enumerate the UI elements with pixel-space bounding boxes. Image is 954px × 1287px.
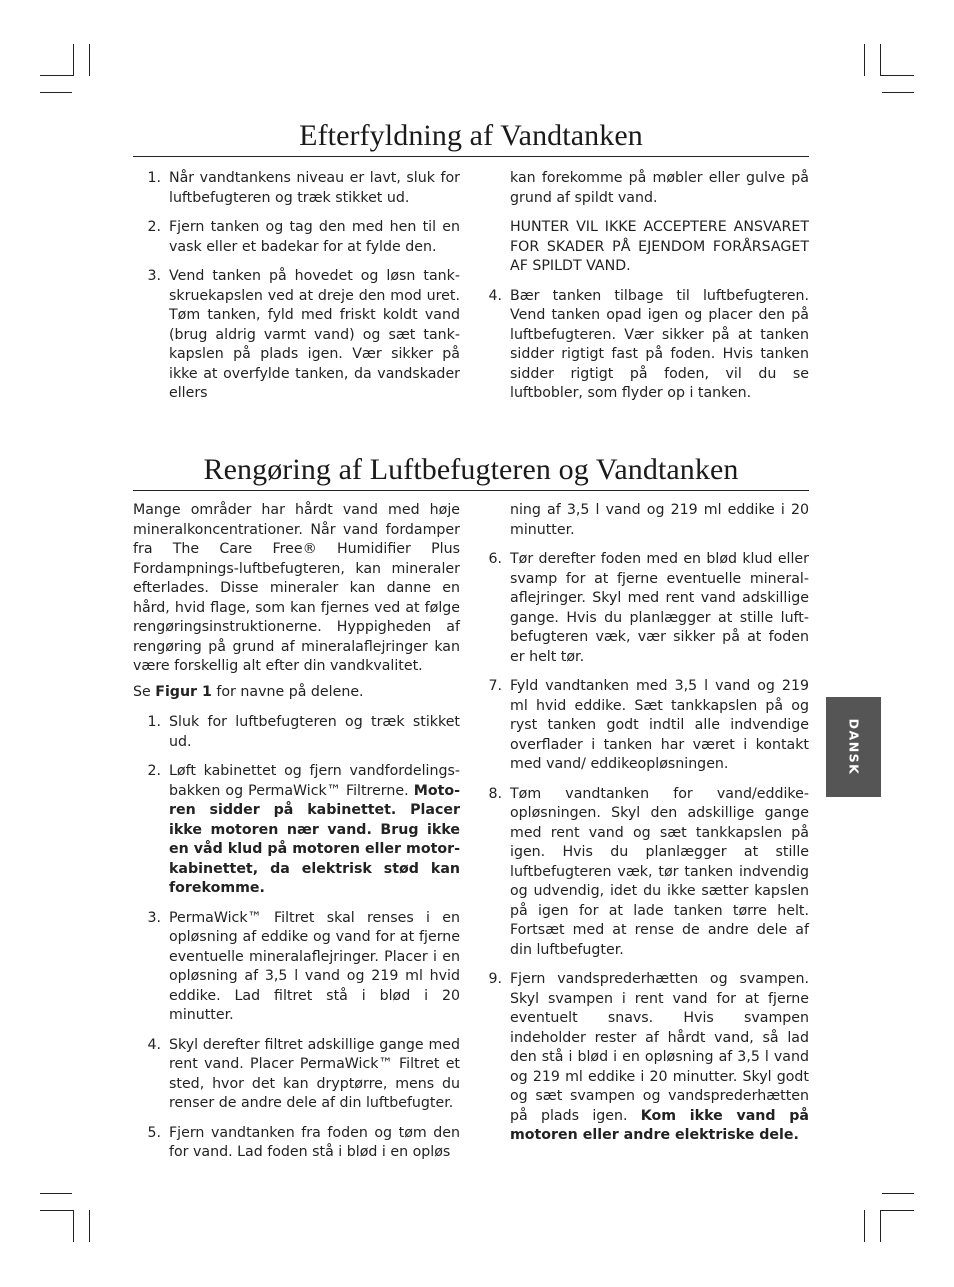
- section-title-cleaning: Rengøring af Luftbefugteren og Vandtanken: [203, 453, 739, 486]
- list-item-continuation: [482, 501, 809, 540]
- item-number: 7.: [488, 678, 502, 694]
- item-text-warning: Kom ikke vand på motoren eller andre elektriske dele.: [510, 1107, 810, 1143]
- list-item: [482, 785, 809, 961]
- item-text-regular: Fjern vandsprederhætten og svampen. Skyl svampen i rent vand for at fjerne eventuelt snavs. Hvis svampen indeholder rester af hårdt vand, så lad den stå i blød i en opløsning af 3,5 l vand og 219 ml eddike i 20 minutter. Skyl godt og sæt svampen og vandsprederhætten på plads igen.: [510, 971, 809, 1124]
- crop-mark: [40, 92, 72, 93]
- intro-paragraph: Mange områder har hårdt vand med høje mineralkoncentrationer. Når vand fordamper fra The Care Free® Humidifier Plus Fordampnings-luftbefugteren, kan mineraler efterlades. Disse mineraler kan danne en hård, hvid flage, som kan fjernes ved at følge rengøringsinstruktionerne. Hyppigheden af rengøring på grund af mineralaflejringer kan være forskellig alt efter din vandkvalitet.: [133, 502, 460, 674]
- list-item: [133, 1036, 460, 1114]
- section-title-refill: Efterfyldning af Vandtanken: [299, 119, 643, 152]
- list-item: [482, 677, 809, 775]
- item-number: 9.: [488, 971, 502, 987]
- item-number: 1.: [147, 714, 161, 730]
- item-text: Bær tanken tilbage til luftbefugteren. Vend tanken opad igen og placer den på luftbefugteren. Vær sikker på at tanken sidder rigtigt fast på foden. Hvis tanken sidder rigtigt på foden, vil du se luftbobler, som flyder op i tanken.: [510, 287, 809, 401]
- item-number: 3.: [147, 268, 161, 284]
- item-text: ning af 3,5 l vand og 219 ml eddike i 20 minutter.: [510, 502, 809, 538]
- crop-mark: [880, 44, 881, 76]
- item-number: 3.: [147, 909, 161, 926]
- crop-mark: [880, 1210, 914, 1211]
- list-item: [482, 550, 809, 667]
- item-text: Fyld vandtanken med 3,5 l vand og 219 ml hvid eddike. Sæt tankkapslen på og ryst tanken godt indtil alle indvendige overflader i tanken har været i kontakt med vand/ eddikeopløsningen.: [510, 678, 809, 772]
- list-item: [133, 267, 460, 404]
- list-item-continuation: [482, 169, 809, 208]
- crop-mark: [882, 1193, 914, 1194]
- crop-mark: [89, 1210, 90, 1242]
- list-item: [133, 1124, 460, 1163]
- figure-ref-prefix: Se: [133, 683, 156, 700]
- language-tab: [826, 697, 881, 797]
- item-number: 2.: [147, 763, 161, 779]
- item-number: 4.: [147, 1036, 161, 1053]
- list-item: [133, 218, 460, 257]
- crop-mark: [73, 44, 74, 76]
- crop-mark: [40, 75, 74, 76]
- item-text: Fjern tanken og tag den med hen til en vask eller et badekar for at fylde den.: [169, 219, 460, 255]
- list-item: [133, 909, 460, 1026]
- section-rule: [133, 490, 809, 491]
- list-item: [133, 713, 460, 752]
- item-text: Tør derefter foden med en blød klud eller svamp for at fjerne eventuelle mineralaflejringer. Skyl med rent vand adskillige gange. Hvis du planlægger at stille luftbefugteren væk, vær sikker på at foden er helt tør.: [510, 551, 809, 665]
- item-number: 1.: [147, 170, 161, 186]
- item-number: 5.: [147, 1124, 161, 1141]
- item-text: PermaWick™ Filtret skal renses i en opløsning af eddike og vand for at fjerne eventuelle mineralaflejringer. Placer i en opløsning af 3,5 l vand og 219 ml hvid eddike. Lad filtret stå i blød i 20 minutter.: [169, 909, 460, 1023]
- refill-left-column: [133, 169, 460, 414]
- language-tab-label: DANSK: [846, 718, 861, 776]
- crop-mark: [73, 1210, 74, 1242]
- crop-mark: [864, 1210, 865, 1242]
- crop-mark: [882, 92, 914, 93]
- item-text: Når vandtankens niveau er lavt, sluk for luftbefugteren og træk stikket ud.: [169, 170, 460, 206]
- list-item: [482, 287, 809, 404]
- crop-mark: [880, 1210, 881, 1242]
- item-text: Skyl derefter filtret adskillige gange med rent vand. Placer PermaWick™ Filtret et sted, hvor det kan dryptørre, mens du renser de andre dele af din luftbefugter.: [169, 1036, 460, 1111]
- item-text: Vend tanken på hovedet og løsn tankskruekapslen ved at dreje den mod uret. Tøm tanken, fyld med friskt koldt vand (brug aldrig varmt vand) og sæt tankkapslen på plads igen. Vær sikker på ikke at overfylde tanken, da vandskader ellers: [169, 268, 460, 401]
- crop-mark: [40, 1193, 72, 1194]
- item-number: 8.: [488, 785, 502, 802]
- item-text: kan forekomme på møbler eller gulve på grund af spildt vand.: [510, 170, 809, 206]
- figure-ref-suffix: for navne på delene.: [211, 683, 364, 700]
- cleaning-left-column: [133, 501, 460, 1173]
- cleaning-right-column: [482, 501, 809, 1156]
- list-item: [133, 169, 460, 208]
- item-text: Fjern vandtanken fra foden og tøm den for vand. Lad foden stå i blød i en opløs: [169, 1124, 460, 1160]
- refill-right-column: [482, 169, 809, 414]
- figure-ref-link: Figur 1: [155, 683, 212, 700]
- figure-reference: [133, 683, 460, 703]
- item-number: 6.: [488, 551, 502, 567]
- section-rule: [133, 156, 809, 157]
- item-text: [510, 970, 809, 1146]
- item-text: Tøm vandtanken for vand/eddikeopløsningen. Skyl den adskillige gange med rent vand og sæt tankkapslen på igen. Hvis du planlægger at stille luftbefugteren væk, tør tanken indvendig og udvendig, idet du ikke sætter kapslen på igen for at lade tanken tørre helt. Fortsæt med at rense de andre dele af din luftbefugter.: [510, 785, 809, 958]
- item-text-regular: Løft kabinettet og fjern vandfordelingsbakken og PermaWick™ Filtrerne.: [169, 763, 460, 799]
- list-item: [482, 970, 809, 1146]
- crop-mark: [40, 1210, 74, 1211]
- warning-block: [482, 218, 809, 277]
- item-text: [169, 762, 460, 899]
- crop-mark: [864, 44, 865, 76]
- item-text: Sluk for luftbefugteren og træk stikket ud.: [169, 714, 460, 750]
- warning-text: HUNTER VIL IKKE ACCEPTERE ANSVARET FOR SKADER PÅ EJENDOM FORÅRSAGET AF SPILDT VAND.: [510, 219, 809, 274]
- crop-mark: [880, 75, 914, 76]
- item-number: 2.: [147, 219, 161, 235]
- item-number: 4.: [488, 287, 502, 304]
- item-text-warning: Motoren sidder på kabinettet. Placer ikke motoren nær vand. Brug ikke en våd klud på motoren eller motorkabinettet, da elektrisk stød kan forekomme.: [169, 782, 460, 896]
- crop-mark: [89, 44, 90, 76]
- list-item: [133, 762, 460, 899]
